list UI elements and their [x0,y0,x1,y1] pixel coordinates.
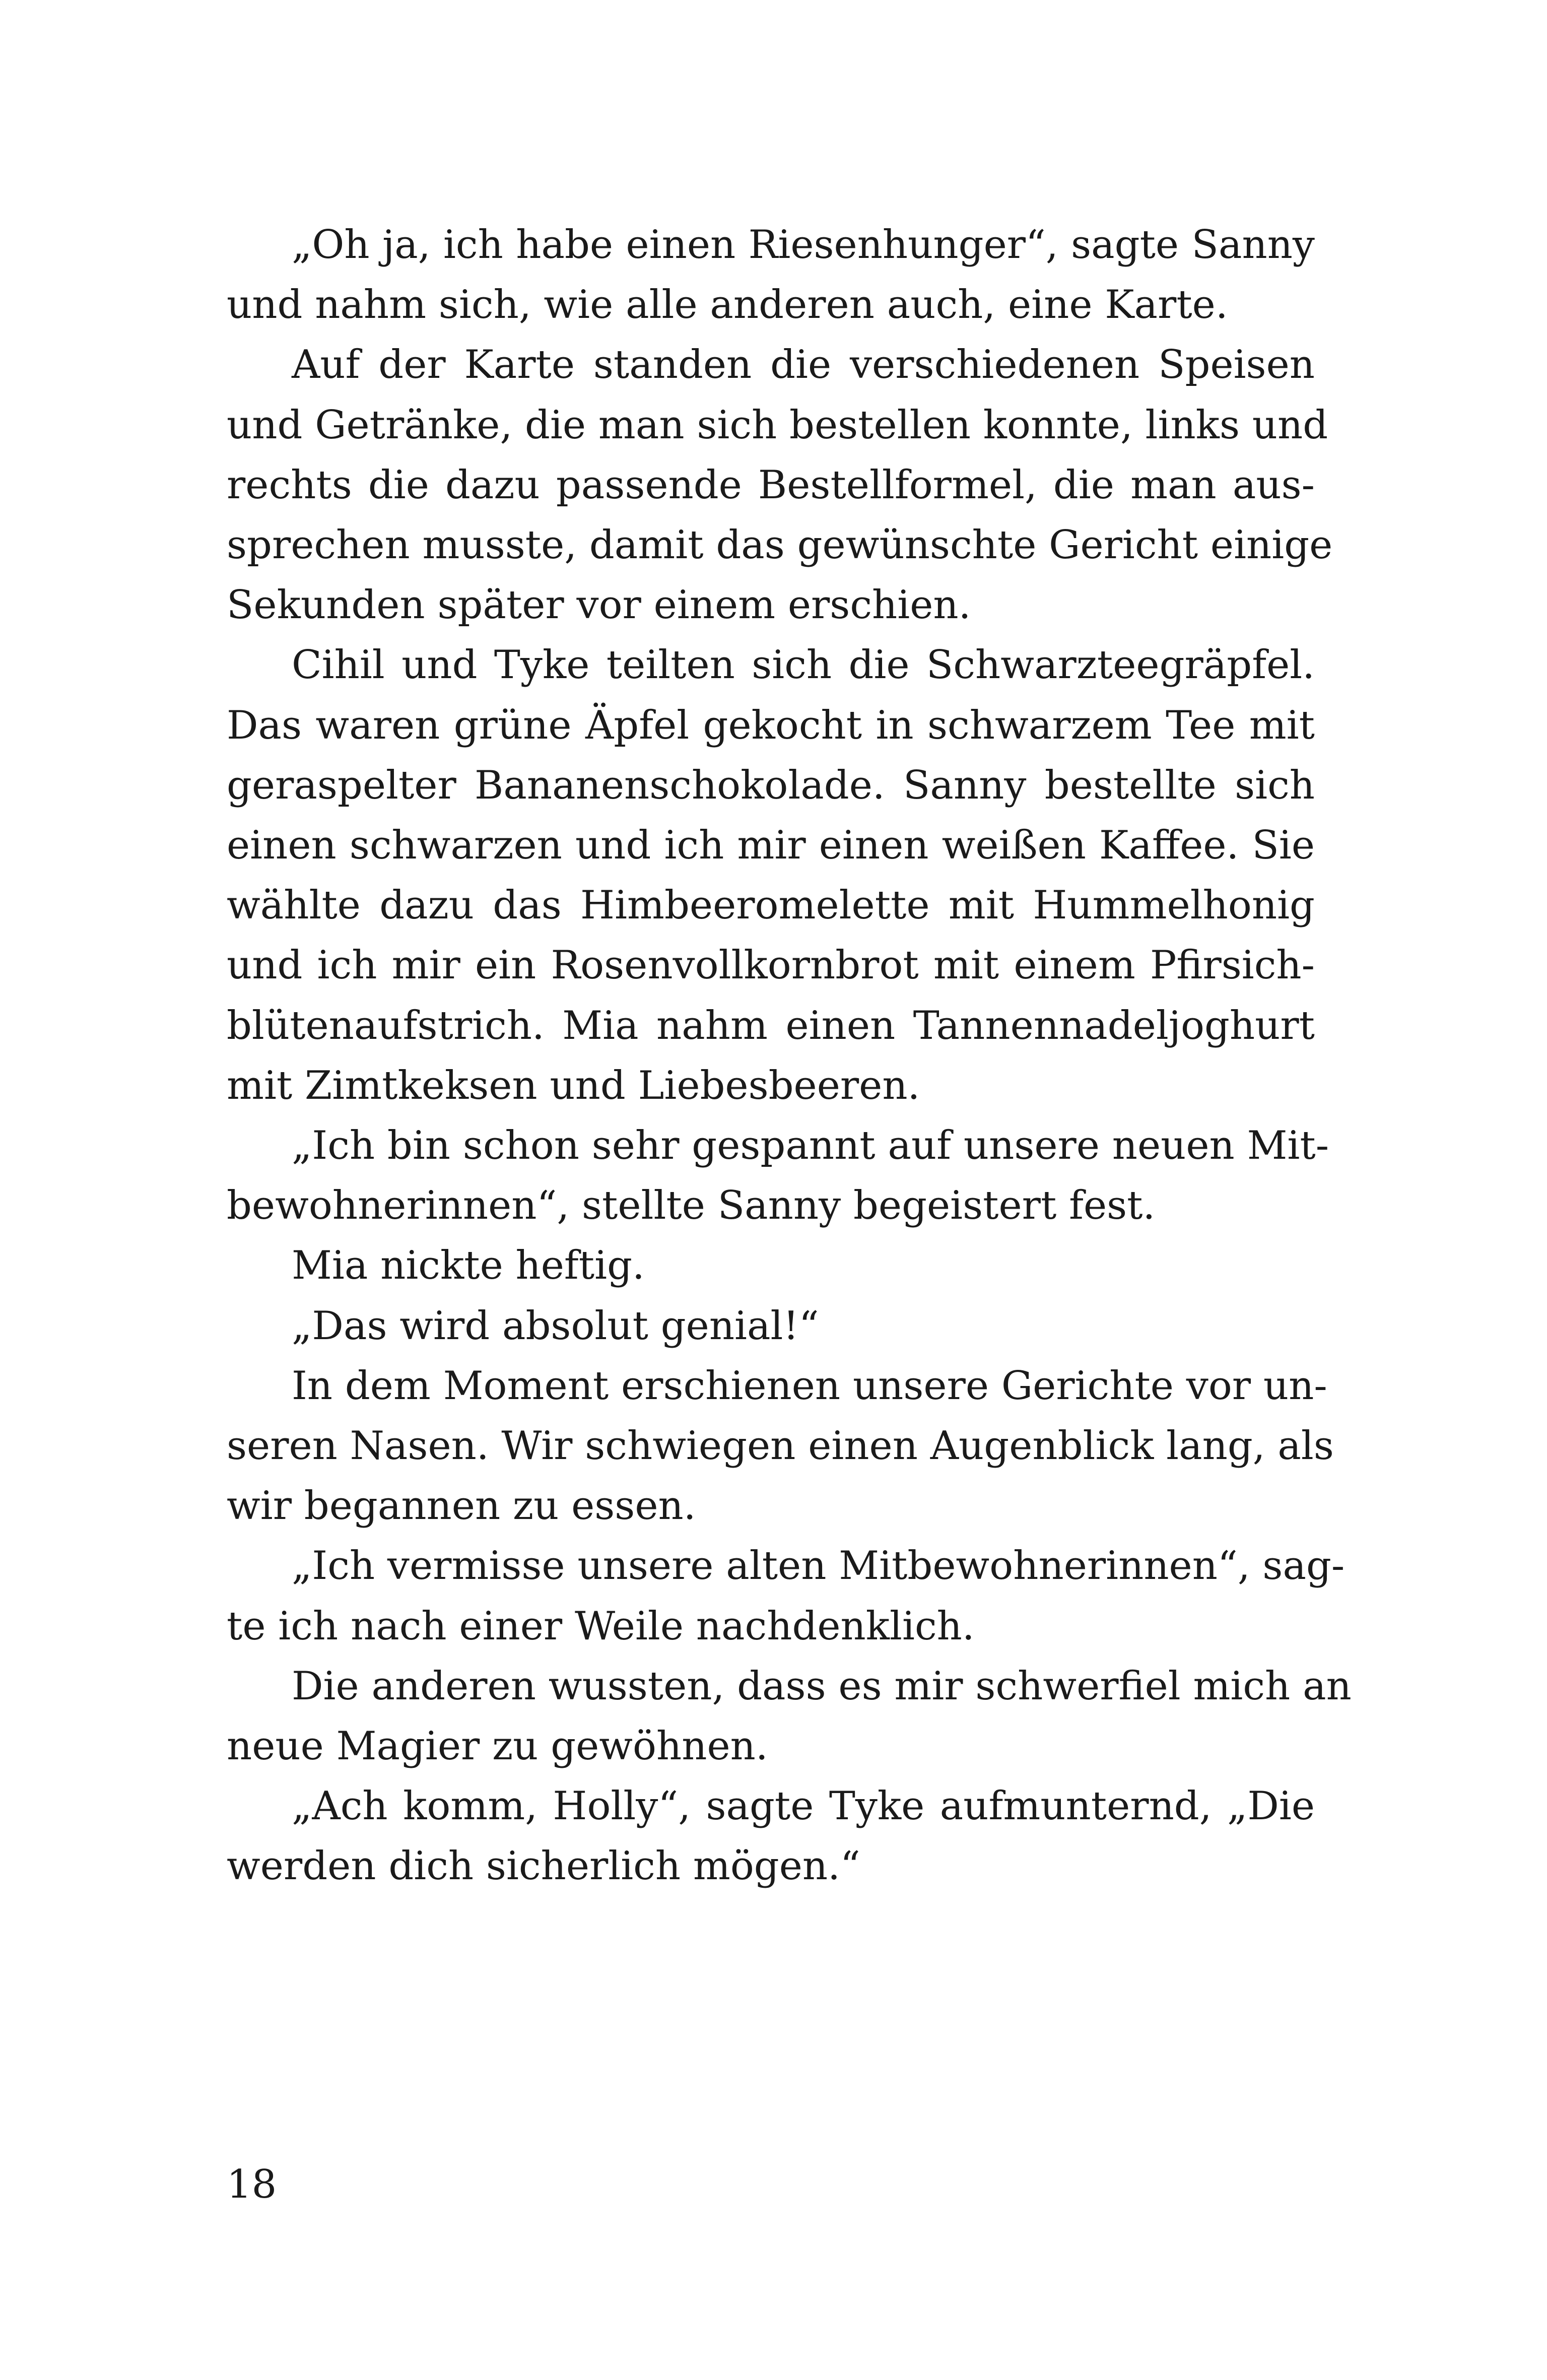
body-text [227,215,1352,1897]
text-line: und Getränke, die man sich bestellen konnte, links und [227,402,1328,448]
text-line: Auf der Karte standen die verschiedenen Speisen [292,342,1315,388]
text-line: Das waren grüne Äpfel gekocht in schwarzem Tee mit [227,702,1315,748]
text-line: einen schwarzen und ich mir einen weißen Kaffee. Sie [227,823,1315,869]
text-line: „Ach komm, Holly“, sagte Tyke aufmunternd, „Die [292,1783,1315,1829]
text-line: werden dich sicherlich mögen.“ [227,1843,860,1889]
text-line: Cihil und Tyke teilten sich die Schwarzteegräpfel. [292,642,1315,688]
paragraph-1 [227,215,1315,335]
text-line: Sekunden später vor einem erschien. [227,582,971,628]
text-line: In dem Moment erschienen unsere Gerichte vor un- [292,1363,1327,1409]
text-line: „Ich vermisse unsere alten Mitbewohnerinnen“, sag- [292,1543,1345,1589]
page-number: 18 [227,2162,277,2207]
text-line: und nahm sich, wie alle anderen auch, eine Karte. [227,282,1228,328]
text-line: blütenaufstrich. Mia nahm einen Tannennadeljoghurt [227,1003,1315,1048]
text-line: te ich nach einer Weile nachdenklich. [227,1603,975,1649]
paragraph-5 [227,1236,1315,1296]
text-line: „Ich bin schon sehr gespannt auf unsere neuen Mit- [292,1123,1329,1169]
text-line: wir begannen zu essen. [227,1483,696,1529]
text-line: geraspelter Bananenschokolade. Sanny bestellte sich [227,762,1315,808]
text-line: Mia nickte heftig. [292,1243,645,1289]
text-line: und ich mir ein Rosenvollkornbrot mit einem Pfirsich- [227,943,1315,988]
paragraph-10 [227,1776,1315,1896]
paragraph-4 [227,1116,1329,1236]
text-line: seren Nasen. Wir schwiegen einen Augenblick lang, als [227,1423,1334,1469]
text-line: wählte dazu das Himbeeromelette mit Hummelhonig [227,883,1315,929]
text-line: Die anderen wussten, dass es mir schwerfiel mich an [292,1663,1352,1709]
text-line: rechts die dazu passende Bestellformel, die man aus- [227,462,1315,508]
text-line: mit Zimtkeksen und Liebesbeeren. [227,1063,920,1108]
paragraph-9 [227,1657,1352,1776]
paragraph-3 [227,635,1315,1116]
text-line: sprechen musste, damit das gewünschte Gericht einige [227,522,1333,568]
text-line: „Das wird absolut genial!“ [292,1303,819,1349]
text-line: bewohnerinnen“, stellte Sanny begeistert fest. [227,1183,1156,1229]
paragraph-7 [227,1356,1334,1537]
text-line: „Oh ja, ich habe einen Riesenhunger“, sagte Sanny [292,222,1315,268]
paragraph-6 [227,1296,1315,1356]
paragraph-2 [227,335,1333,635]
paragraph-8 [227,1536,1345,1656]
text-line: neue Magier zu gewöhnen. [227,1724,768,1769]
